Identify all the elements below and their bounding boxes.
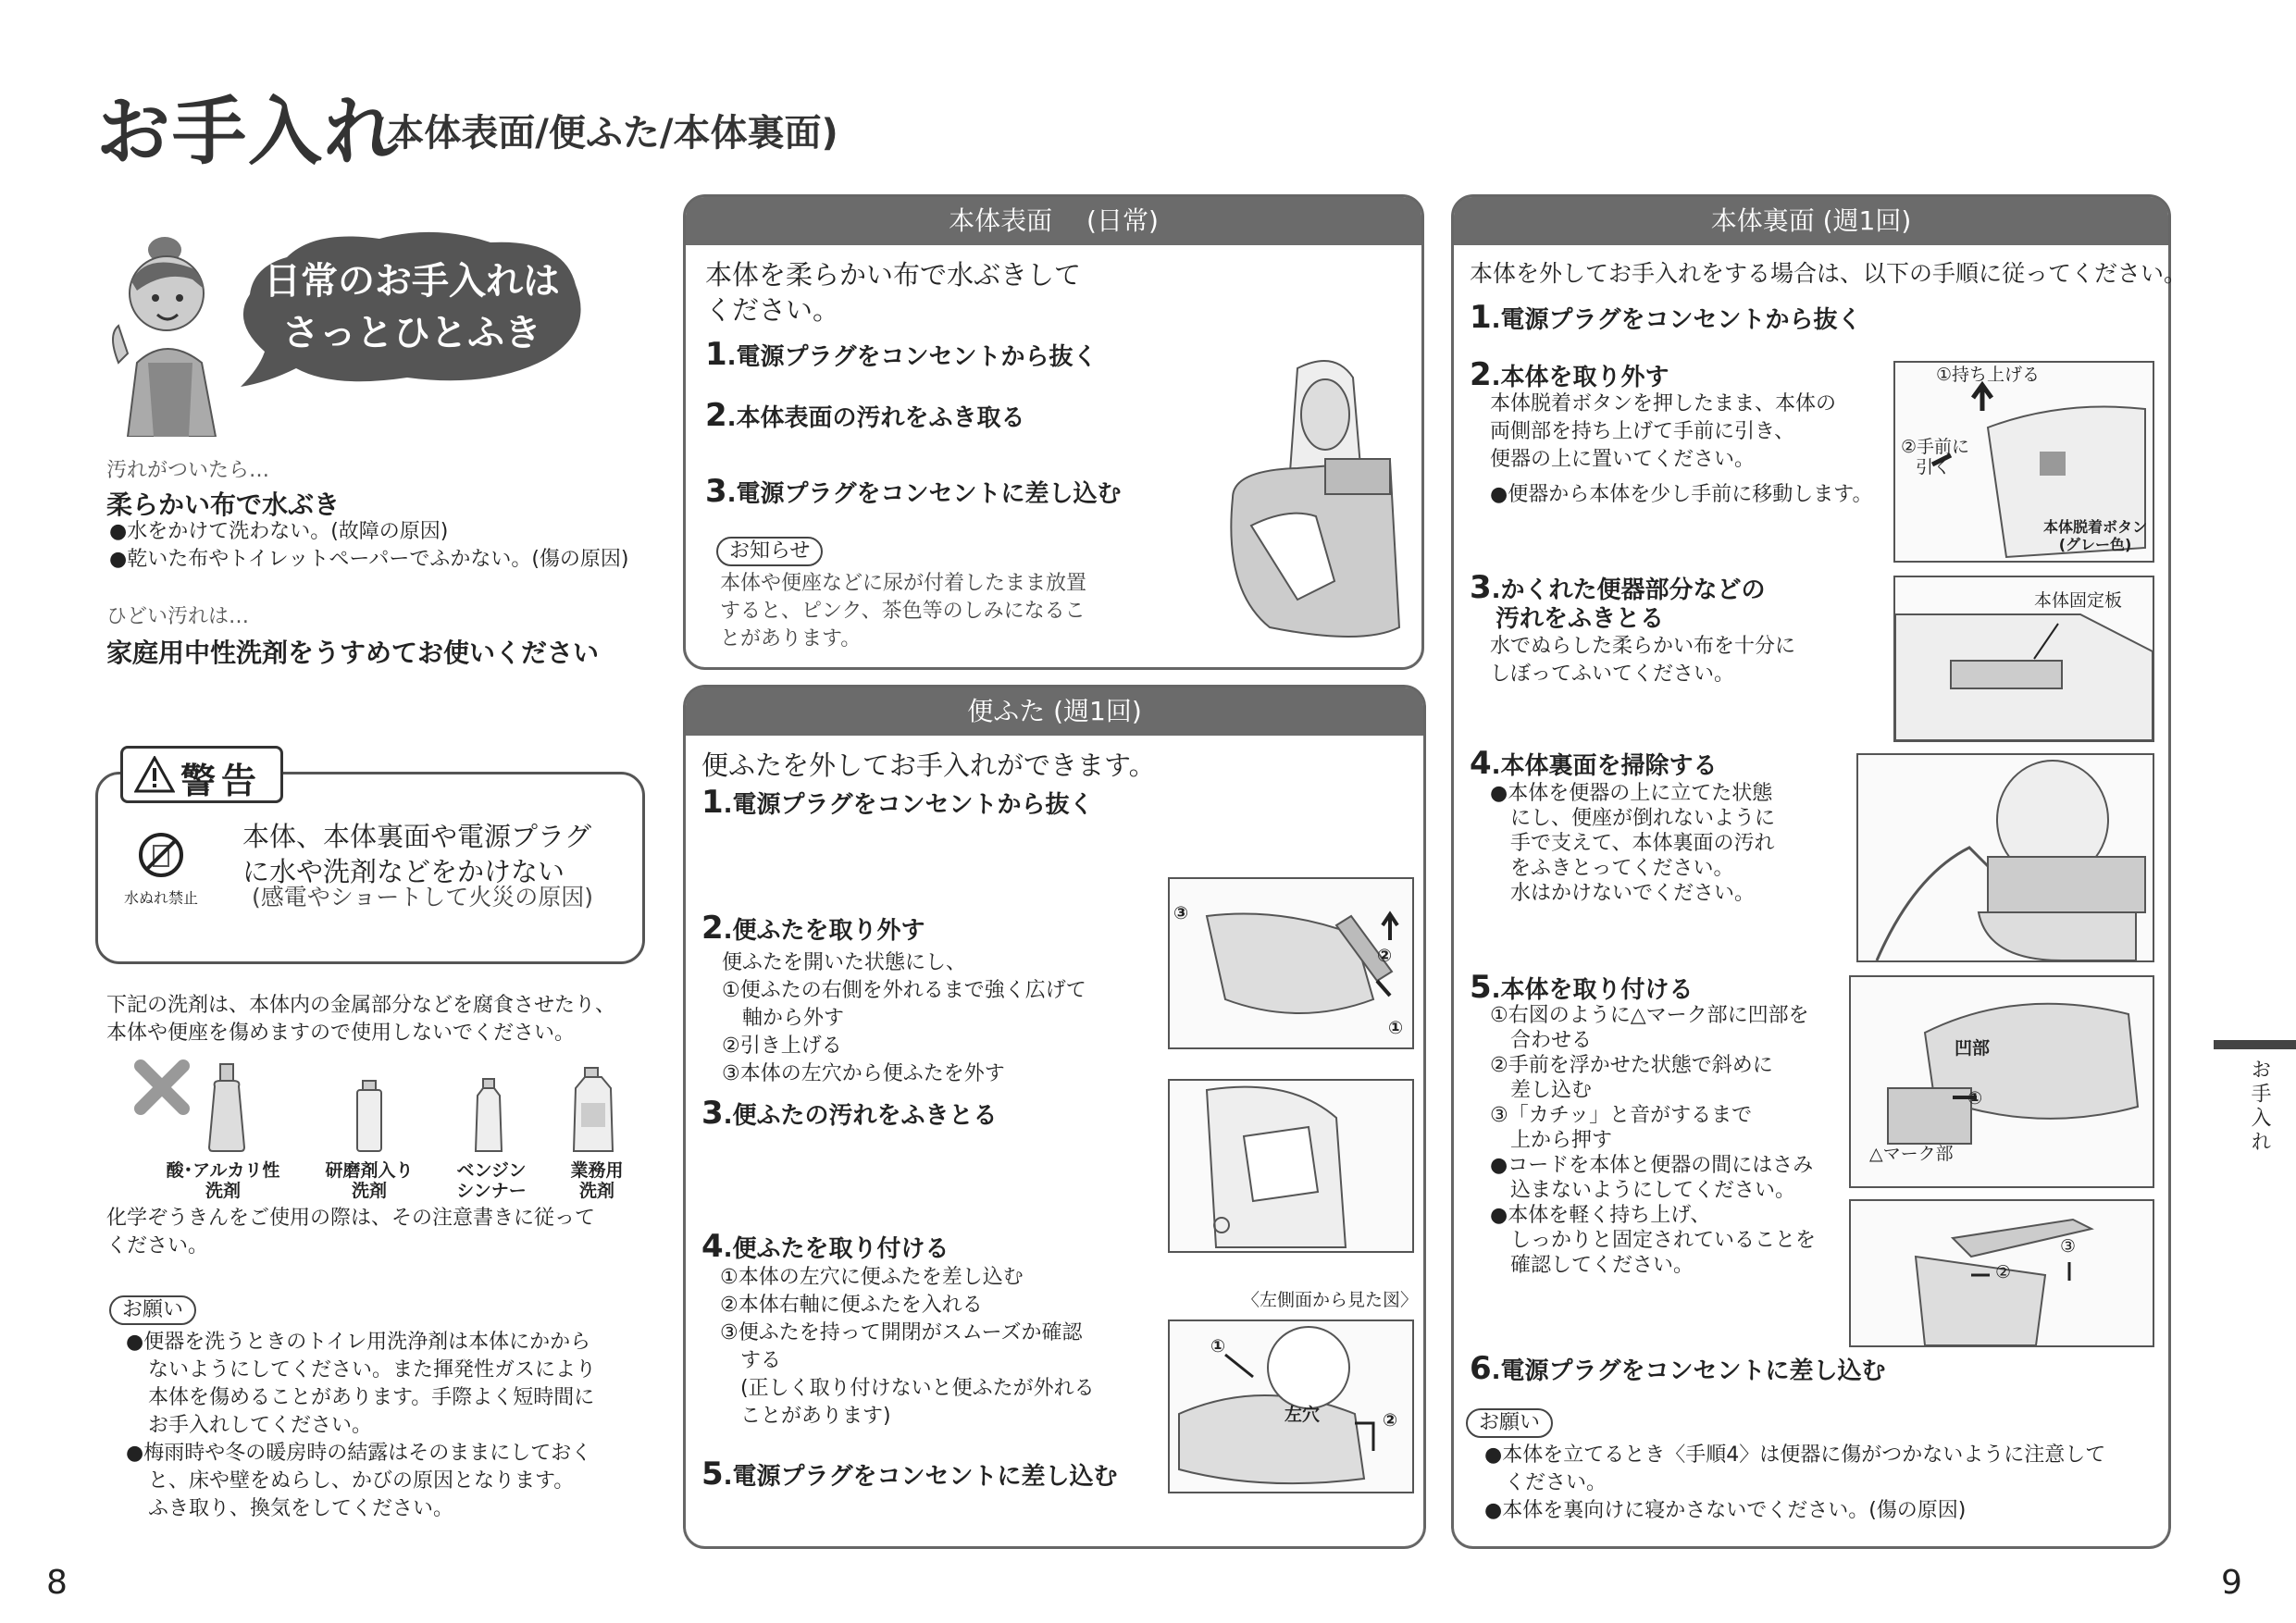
product-label: 酸･アルカリ性: [166, 1160, 280, 1181]
back-step5-line: ●本体を軽く持ち上げ、: [1490, 1204, 1711, 1227]
commercial-detergent-jug-icon: [570, 1066, 616, 1153]
page-number-right: 9: [2221, 1564, 2242, 1602]
product-label: シンナー: [456, 1181, 527, 1201]
product-label: 洗剤: [205, 1181, 241, 1201]
back-panel-header: 本体裏面 (週1回): [1454, 197, 2168, 245]
fig-mark: ①: [1388, 1018, 1404, 1038]
back-step5-line: 込まないようにしてください。: [1490, 1179, 1796, 1202]
page-subtitle: (本体表面/便ふた/本体裏面): [370, 112, 838, 155]
dirty-note: ●乾いた布やトイレットペーパーでふかない。(傷の原因): [109, 548, 629, 571]
detergent-note-line: 下記の洗剤は、本体内の金属部分などを腐食させたり、: [106, 994, 616, 1017]
request-line: ふき取り、換気をしてください。: [148, 1497, 454, 1520]
toilet-wiping-illustration: [1196, 350, 1409, 646]
page-title: お手入れ: [96, 89, 400, 175]
heavy-intro: ひどい汚れは…: [106, 605, 250, 628]
cloth-note-line: ください。: [106, 1234, 209, 1258]
page-number-left: 8: [46, 1564, 68, 1602]
back-step-3: [1470, 569, 1766, 606]
request-line: と、床や壁をぬらし、かびの原因となります。: [148, 1469, 575, 1493]
back-step-2: [1470, 356, 1669, 393]
fig-pull-label: 引く: [1916, 457, 1952, 477]
side-tab-bar: [2214, 1040, 2296, 1049]
fig-hole-label: 左穴: [1285, 1405, 1321, 1425]
request-line: ●梅雨時や冬の暖房時の結露はそのままにしておく: [126, 1442, 592, 1465]
fig-recess-label: 凹部: [1955, 1038, 1991, 1059]
step-text: .本体を取り付ける: [1491, 976, 1694, 1004]
back-step4-line: ●本体を便器の上に立てた状態: [1490, 782, 1773, 805]
back-step2-line: 本体脱着ボタンを押したまま、本体の: [1490, 392, 1837, 415]
lid-step-3: [701, 1097, 998, 1132]
back-press-figure: [1849, 1199, 2154, 1347]
warning-line: に水や洗剤などをかけない: [242, 856, 565, 887]
step-text: .電源プラグをコンセントから抜く: [726, 343, 1098, 371]
back-step5-line: ●コードを本体と便器の間にはさみ: [1490, 1154, 1814, 1177]
lid-step-1: [701, 784, 1094, 821]
surface-intro-line: ください。: [705, 294, 840, 326]
lid-step-2: [701, 912, 925, 947]
notice-line: とがあります。: [720, 627, 862, 650]
step-number: 3: [1470, 569, 1492, 606]
fig-mark: ②: [1995, 1262, 2012, 1282]
lid-step2-line: 軸から外す: [722, 1007, 845, 1030]
surface-intro-line: 本体を柔らかい布で水ぶきして: [705, 259, 1082, 291]
no-water-icon: [137, 831, 185, 879]
step-number: 1: [701, 784, 724, 821]
step-text: .便ふたを取り付ける: [723, 1235, 949, 1263]
lid-removal-figure: [1168, 877, 1414, 1049]
product-label: ベンジン: [456, 1160, 527, 1181]
lid-wiping-figure: [1168, 1079, 1414, 1253]
surface-step-1: [705, 336, 1098, 373]
back-clean-figure: [1856, 753, 2154, 962]
fig-mark: ②: [1377, 946, 1393, 966]
dirty-title: 柔らかい布で水ぶき: [106, 489, 341, 520]
side-tab-label: お手入れ: [2248, 1059, 2271, 1155]
step-text: .電源プラグをコンセントから抜く: [1491, 306, 1862, 334]
fig-mark: ①: [1210, 1336, 1226, 1357]
back-request-badge: お願い: [1466, 1408, 1553, 1438]
lid-step2-line: ②引き上げる: [722, 1035, 842, 1058]
lid-wiping-drawing: [1170, 1081, 1412, 1251]
notice-line: 本体や便座などに尿が付着したまま放置: [720, 572, 1087, 595]
lid-step4-line: ①本体の左穴に便ふたを差し込む: [720, 1266, 1024, 1289]
abrasive-tube-icon: [354, 1079, 385, 1153]
lid-panel-header: 便ふた (週1回): [686, 688, 1423, 736]
lid-step4-line: する: [720, 1349, 782, 1372]
step-number: 4: [701, 1228, 724, 1265]
back-step4-line: 手で支えて、本体裏面の汚れ: [1490, 832, 1775, 855]
product-label: 業務用: [570, 1160, 624, 1181]
bubble-line: 日常のお手入れは: [264, 260, 560, 303]
step-text: .便ふたの汚れをふきとる: [723, 1102, 998, 1130]
back-request-line: ●本体を立てるとき〈手順4〉は便器に傷がつかないように注意して: [1484, 1443, 2106, 1467]
step-number: 2: [701, 910, 724, 947]
back-request-line: ください。: [1484, 1471, 1607, 1494]
lid-step4-line: ②本体右軸に便ふたを入れる: [720, 1294, 983, 1317]
benzine-bottle-icon: [470, 1077, 507, 1153]
fig-mark: ①: [1967, 1088, 1983, 1109]
back-step2-line: 便器の上に置いてください。: [1490, 448, 1756, 471]
warning-line: 本体、本体裏面や電源プラグ: [242, 821, 592, 852]
step-number: 2: [1470, 356, 1492, 393]
dirty-note: ●水をかけて洗わない。(故障の原因): [109, 520, 449, 543]
back-step5-line: 上から押す: [1490, 1129, 1613, 1152]
back-step5-line: 確認してください。: [1490, 1254, 1694, 1277]
warning-reason: (感電やショートして火災の原因): [252, 884, 594, 911]
back-step2-line: ●便器から本体を少し手前に移動します。: [1490, 483, 1873, 506]
back-plate-figure: [1893, 576, 2154, 742]
back-step5-line: ②手前を浮かせた状態で斜めに: [1490, 1054, 1773, 1077]
surface-panel-header: 本体表面 (日常): [686, 197, 1421, 245]
fig-mark: ③: [1173, 903, 1189, 923]
step-number: 1: [705, 336, 727, 373]
warning-triangle-icon: [134, 756, 175, 793]
step-number: 1: [1470, 299, 1492, 336]
step-text: .本体を取り外す: [1491, 364, 1669, 391]
warning-label: [120, 746, 283, 803]
bubble-line: さっとひとふき: [282, 312, 541, 354]
lid-intro: 便ふたを外してお手入れができます。: [701, 750, 1156, 781]
lid-step4-line: ③便ふたを持って開閉がスムーズか確認: [720, 1321, 1083, 1344]
side-view-caption: 〈左側面から見た図〉: [1242, 1290, 1419, 1310]
back-step5-line: ①右図のように△マーク部に凹部を: [1490, 1004, 1809, 1027]
back-step5-line: 差し込む: [1490, 1079, 1593, 1102]
step-number: 6: [1470, 1350, 1492, 1387]
prohibited-x-icon: [133, 1059, 191, 1116]
back-request-line: ●本体を裏向けに寝かさないでください。(傷の原因): [1484, 1499, 1967, 1522]
lid-attach-figure: [1168, 1319, 1414, 1493]
surface-step-2: [705, 397, 1025, 434]
step-number: 5: [1470, 969, 1492, 1006]
acid-alkali-bottle-icon: [205, 1062, 248, 1153]
back-step2-line: 両側部を持ち上げて手前に引き、: [1490, 420, 1795, 443]
back-step3-line: しぼってふいてください。: [1490, 663, 1735, 686]
lid-step2-line: ①便ふたの右側を外れるまで強く広げて: [722, 979, 1086, 1002]
back-step4-line: をふきとってください。: [1490, 857, 1734, 880]
fig-pull-label: ②手前に: [1901, 437, 1970, 457]
speech-bubble-text: [250, 255, 574, 359]
woman-illustration: [100, 224, 239, 437]
back-step4-line: にし、便座が倒れないように: [1490, 807, 1776, 830]
step-text: .本体表面の汚れをふき取る: [726, 404, 1025, 432]
step-text: .電源プラグをコンセントから抜く: [723, 791, 1094, 819]
fig-button-label: (グレー色): [2058, 536, 2132, 553]
step-text: .本体裏面を掃除する: [1491, 752, 1718, 780]
step-text: .電源プラグをコンセントに差し込む: [1491, 1357, 1886, 1385]
back-step4-line: 水はかけないでください。: [1490, 882, 1756, 905]
step-text: .電源プラグをコンセントに差し込む: [726, 480, 1122, 508]
lid-step-4: [701, 1228, 949, 1265]
step-text: .電源プラグをコンセントに差し込む: [723, 1463, 1118, 1491]
step-text: .便ふたを取り外す: [723, 917, 925, 945]
back-clean-drawing: [1858, 755, 2153, 960]
step-number: 5: [701, 1456, 724, 1493]
request-line: ないようにしてください。また揮発性ガスにより: [148, 1358, 597, 1381]
back-step5-line: しっかりと固定されていることを: [1490, 1229, 1817, 1252]
back-step3-line: 水でぬらした柔らかい布を十分に: [1490, 635, 1796, 658]
fig-mark: ③: [2060, 1236, 2077, 1257]
lid-step-5: [701, 1458, 1118, 1493]
dirty-intro: 汚れがついたら…: [106, 459, 270, 482]
back-step-4: [1470, 745, 1718, 782]
product-label: 洗剤: [578, 1181, 614, 1201]
fig-mark: ②: [1383, 1410, 1398, 1431]
lid-step4-line: ことがあります): [720, 1405, 891, 1428]
step-text: .かくれた便器部分などの: [1491, 576, 1766, 604]
step-number: 2: [705, 397, 727, 434]
back-step-6: [1470, 1350, 1886, 1387]
request-badge: お願い: [109, 1295, 196, 1325]
fig-mark-label: △マーク部: [1869, 1144, 1954, 1164]
lid-step2-line: ③本体の左穴から便ふたを外す: [722, 1062, 1005, 1085]
back-step5-line: 合わせる: [1490, 1029, 1593, 1052]
request-line: ●便器を洗うときのトイレ用洗浄剤は本体にかから: [126, 1331, 591, 1354]
request-line: お手入れしてください。: [148, 1414, 373, 1437]
detergent-note-line: 本体や便座を傷めますので使用しないでください。: [106, 1022, 576, 1045]
back-attach-figure: [1849, 975, 2154, 1188]
step-number: 4: [1470, 745, 1492, 782]
back-step-5: [1470, 969, 1694, 1006]
fig-plate-label: 本体固定板: [2034, 590, 2123, 611]
notice-line: すると、ピンク、茶色等のしみになるこ: [720, 600, 1086, 623]
cloth-note-line: 化学ぞうきんをご使用の際は、その注意書きに従って: [106, 1207, 596, 1230]
warning-label-text: 警告: [180, 761, 263, 801]
product-label: 洗剤: [351, 1181, 387, 1201]
fig-button-label: 本体脱着ボタン: [2043, 518, 2148, 536]
lid-step4-line: (正しく取り付けないと便ふたが外れる: [720, 1377, 1095, 1400]
lid-removal-drawing: [1170, 879, 1412, 1047]
surface-step-3: [705, 473, 1122, 510]
back-remove-figure: [1893, 361, 2154, 563]
step-number: 3: [701, 1095, 724, 1132]
back-step-3-cont: 汚れをふきとる: [1496, 605, 1665, 633]
product-label: 研磨剤入り: [325, 1160, 414, 1181]
heavy-title: 家庭用中性洗剤をうすめてお使いください: [106, 638, 600, 668]
back-intro: 本体を外してお手入れをする場合は、以下の手順に従ってください。: [1470, 260, 2188, 287]
no-water-caption: 水ぬれ禁止: [124, 889, 199, 907]
request-line: 本体を傷めることがあります。手際よく短時間に: [148, 1386, 595, 1409]
step-number: 3: [705, 473, 727, 510]
lid-step2-line: 便ふたを開いた状態にし、: [722, 951, 967, 974]
back-step5-line: ③「カチッ」と音がするまで: [1490, 1104, 1753, 1127]
back-step-1: [1470, 299, 1862, 336]
notice-badge: お知らせ: [716, 537, 823, 566]
fig-lift-label: ①持ち上げる: [1936, 365, 2041, 385]
